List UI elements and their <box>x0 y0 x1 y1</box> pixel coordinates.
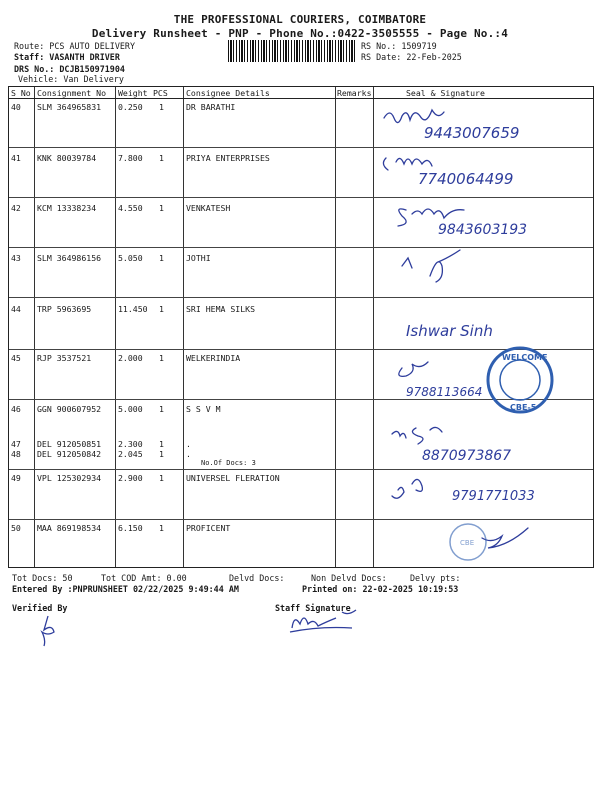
barcode <box>228 40 356 62</box>
signature-stroke <box>392 427 442 444</box>
row-weight: 2.045 <box>118 449 143 459</box>
row-sno: 50 <box>11 523 21 533</box>
row-weight: 2.300 <box>118 439 143 449</box>
verified-by: Verified By <box>12 603 68 613</box>
row-consignment: DEL 912050851 <box>37 439 102 449</box>
col-pcs: PCS <box>153 88 168 98</box>
row-consignee: JOTHI <box>186 253 211 263</box>
row-sno: 47 <box>11 439 21 449</box>
row-weight: 2.000 <box>118 353 143 363</box>
signature-stroke <box>399 362 428 376</box>
col-seal-signature: Seal & Signature <box>406 88 485 98</box>
route-label: Route: PCS AUTO DELIVERY <box>14 41 136 51</box>
row-pcs: 1 <box>159 353 164 363</box>
rs-date: RS Date: 22-Feb-2025 <box>361 52 462 62</box>
row-weight: 7.800 <box>118 153 143 163</box>
delvd-docs: Delvd Docs: <box>229 573 285 583</box>
stamp-text: WELCOME <box>502 353 548 362</box>
staff-signature-label: Staff Signature <box>275 603 351 613</box>
delvy-pts: Delvy pts: <box>410 573 461 583</box>
row-pcs: 1 <box>159 253 164 263</box>
row-sno: 46 <box>11 404 21 414</box>
drs-label: DRS No.: DCJB150971904 <box>14 64 125 74</box>
runsheet-subtitle: Delivery Runsheet - PNP - Phone No.:0422-3505555 - Page No.:4 <box>91 27 509 40</box>
row-consignment: TRP 5963695 <box>37 304 92 314</box>
entered-by: Entered By :PNPRUNSHEET 02/22/2025 9:49:44 AM <box>12 584 239 594</box>
row-consignee: S S V M <box>186 404 221 414</box>
row-sno: 44 <box>11 304 21 314</box>
signature-stroke <box>482 528 528 548</box>
row-consignee: PRIYA ENTERPRISES <box>186 153 270 163</box>
tot-cod-amt: Tot COD Amt: 0.00 <box>101 573 187 583</box>
row-consignee: WELKERINDIA <box>186 353 241 363</box>
no-of-docs: No.Of Docs: 3 <box>201 459 256 467</box>
staff-signature <box>282 602 362 636</box>
welcome-stamp <box>488 348 552 412</box>
stamp-text: CBE-5 <box>510 403 537 412</box>
col-sno: S No <box>11 88 31 98</box>
row-pcs: 1 <box>159 203 164 213</box>
row-consignment: KCM 13338234 <box>37 203 97 213</box>
row-pcs: 1 <box>159 449 164 459</box>
row-consignment: VPL 125302934 <box>37 473 102 483</box>
row-weight: 4.550 <box>118 203 143 213</box>
row-pcs: 1 <box>159 523 164 533</box>
row-consignment: DEL 912050842 <box>37 449 102 459</box>
signature-layer <box>372 98 594 568</box>
row-weight: 5.050 <box>118 253 143 263</box>
stamp-text: CBE <box>460 539 475 547</box>
signature-stroke <box>384 110 444 123</box>
col-weight: Weight <box>118 88 148 98</box>
handwritten-phone: 9788113664 <box>406 385 483 399</box>
tot-docs: Tot Docs: 50 <box>12 573 73 583</box>
row-consignment: SLM 364965831 <box>37 102 102 112</box>
row-weight: 5.000 <box>118 404 143 414</box>
row-pcs: 1 <box>159 304 164 314</box>
row-sno: 41 <box>11 153 21 163</box>
col-consignee: Consignee Details <box>186 88 270 98</box>
row-pcs: 1 <box>159 473 164 483</box>
faint-stamp <box>450 524 486 560</box>
vehicle-label: Vehicle: Van Delivery <box>18 74 124 84</box>
row-sno: 49 <box>11 473 21 483</box>
row-consignee: SRI HEMA SILKS <box>186 304 256 314</box>
signature-stroke <box>383 158 432 170</box>
row-consignment: GGN 900607952 <box>37 404 102 414</box>
rs-number: RS No.: 1509719 <box>361 41 437 51</box>
row-consignment: SLM 364986156 <box>37 253 102 263</box>
handwritten-phone: 9791771033 <box>452 489 535 504</box>
row-consignment: KNK 80039784 <box>37 153 97 163</box>
row-sno: 43 <box>11 253 21 263</box>
staff-label: Staff: VASANTH DRIVER <box>14 52 120 62</box>
row-weight: 6.150 <box>118 523 143 533</box>
row-consignee: PROFICENT <box>186 523 231 533</box>
handwritten-phone: 8870973867 <box>422 448 512 464</box>
signature-stroke <box>402 250 460 282</box>
row-pcs: 1 <box>159 404 164 414</box>
col-remarks: Remarks <box>337 88 372 98</box>
company-title: THE PROFESSIONAL COURIERS, COIMBATORE <box>173 13 427 26</box>
row-weight: 2.900 <box>118 473 143 483</box>
row-pcs: 1 <box>159 153 164 163</box>
verifier-signature <box>30 612 70 648</box>
row-sno: 40 <box>11 102 21 112</box>
handwritten-name: Ishwar Sinh <box>406 322 493 340</box>
row-pcs: 1 <box>159 439 164 449</box>
row-consignee: DR BARATHI <box>186 102 236 112</box>
row-pcs: 1 <box>159 102 164 112</box>
handwritten-phone: 9843603193 <box>438 222 528 238</box>
row-sno: 42 <box>11 203 21 213</box>
row-sno: 48 <box>11 449 21 459</box>
signature-stroke <box>392 479 422 498</box>
row-sno: 45 <box>11 353 21 363</box>
col-consignment: Consignment No <box>37 88 107 98</box>
row-weight: 0.250 <box>118 102 143 112</box>
printed-on: Printed on: 22-02-2025 10:19:53 <box>302 584 459 594</box>
row-weight: 11.450 <box>118 304 148 314</box>
row-consignment: MAA 869198534 <box>37 523 102 533</box>
row-consignee: . <box>186 439 191 449</box>
row-consignee: UNIVERSEL FLERATION <box>186 473 280 483</box>
row-consignee: . <box>186 449 191 459</box>
handwritten-phone: 9443007659 <box>424 124 520 142</box>
handwritten-phone: 7740064499 <box>418 170 514 188</box>
non-delvd-docs: Non Delvd Docs: <box>311 573 387 583</box>
row-consignee: VENKATESH <box>186 203 231 213</box>
row-consignment: RJP 3537521 <box>37 353 92 363</box>
